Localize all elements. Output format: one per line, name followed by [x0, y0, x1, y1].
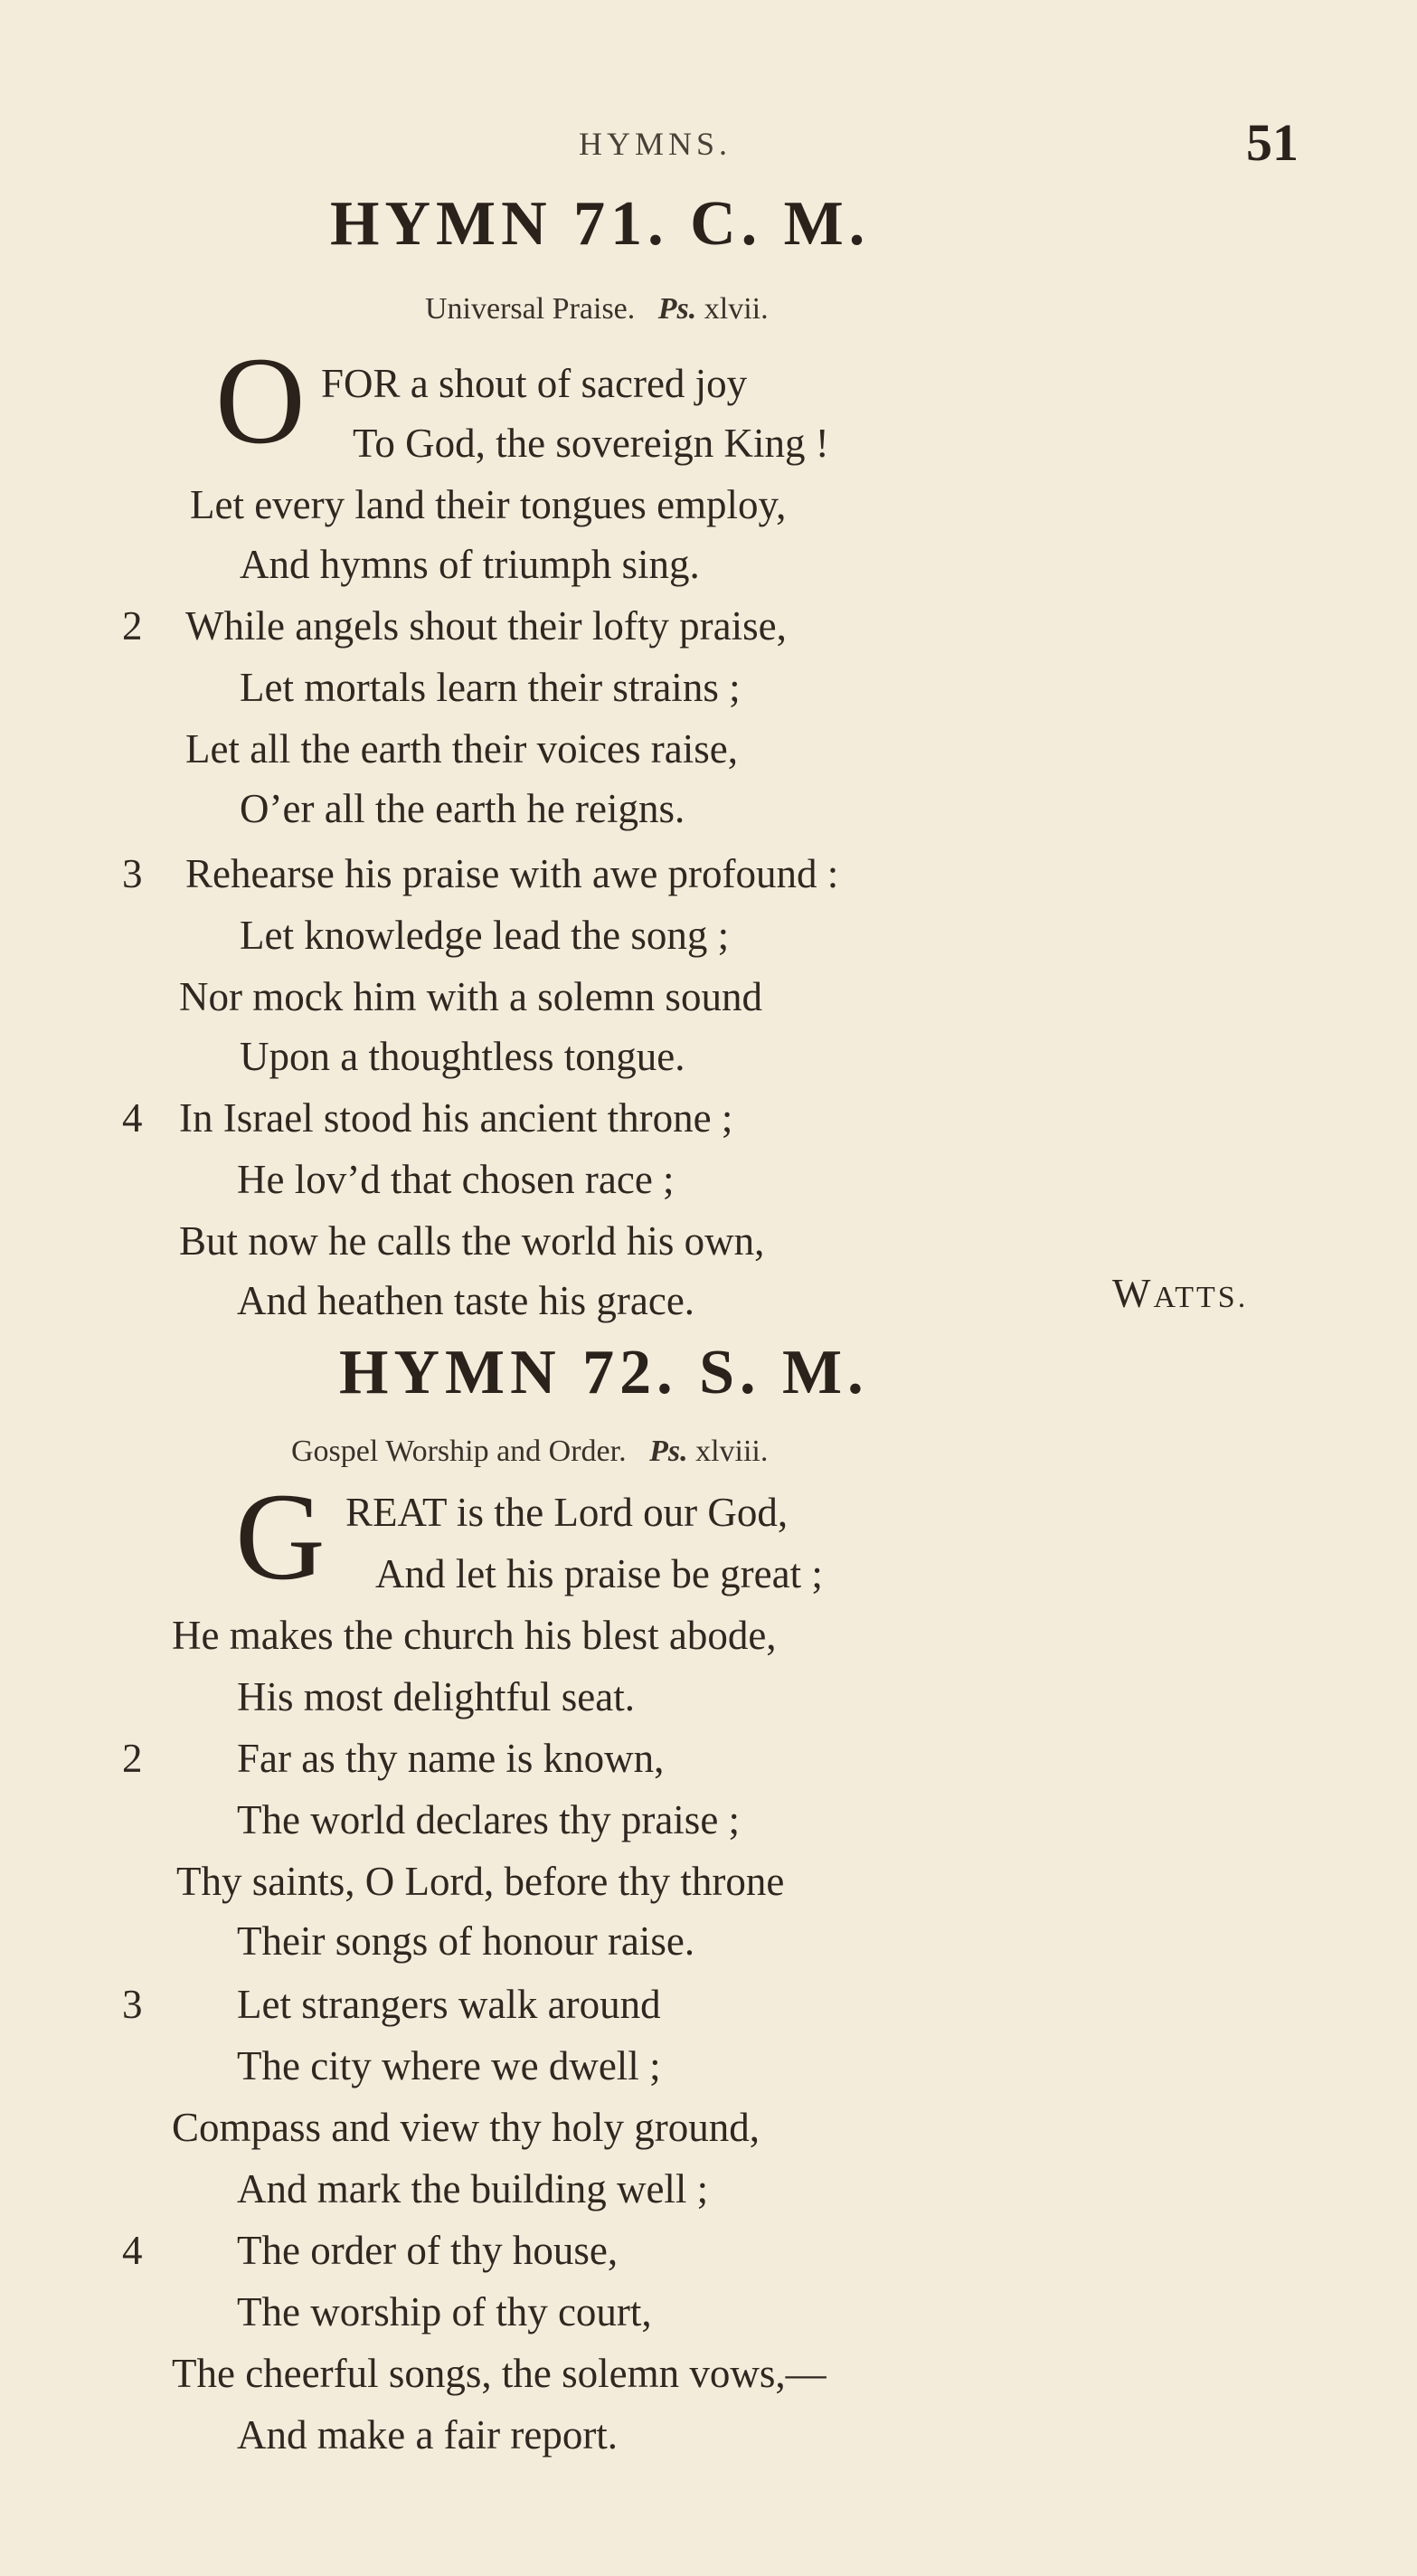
running-title: HYMNS. [579, 126, 732, 162]
hymn-71-s3-line-4: Upon a thoughtless tongue. [240, 1034, 685, 1079]
hymn-72-s1-line-3: He makes the church his blest abode, [172, 1613, 777, 1658]
hymn-72-s2-line-4: Their songs of honour raise. [237, 1918, 695, 1964]
hymn-72-theme: Gospel Worship and Order. [291, 1435, 627, 1468]
hymn-71-attribution [1112, 1270, 1248, 1317]
hymn-71-s2-line-1: While angels shout their lofty praise, [185, 603, 787, 649]
hymn-72-psalm-number: xlviii. [695, 1435, 769, 1468]
hymn-71-s4-line-3: But now he calls the world his own, [179, 1218, 765, 1264]
hymn-72-s3-line-4: And mark the building well ; [237, 2166, 709, 2211]
hymn-72-s4-line-4: And make a fair report. [237, 2412, 619, 2458]
hymn-71-s1-line-3: Let every land their tongues employ, [190, 482, 787, 527]
hymn-72-title: HYMN 72. S. M. [339, 1338, 869, 1407]
hymn-72-s2-line-3: Thy saints, O Lord, before thy throne [176, 1859, 785, 1904]
hymn-71-s4-line-4: And heathen taste his grace. [237, 1278, 695, 1323]
hymn-71-drop-cap: O [215, 331, 306, 469]
hymn-71-theme: Universal Praise. [425, 292, 636, 326]
hymn-72-stanza-4-number: 4 [122, 2228, 143, 2273]
hymn-72-s3-line-1: Let strangers walk around [237, 1982, 661, 2027]
hymn-71-subtitle [425, 292, 769, 327]
hymn-72-s4-line-3: The cheerful songs, the solemn vows,— [172, 2351, 827, 2396]
hymn-71-stanza-4-number: 4 [122, 1095, 143, 1141]
hymn-71-s4-line-2: He lov’d that chosen race ; [237, 1157, 675, 1202]
hymn-72-s4-line-2: The worship of thy court, [237, 2289, 652, 2334]
hymn-71-s1-line-4: And hymns of triumph sing. [240, 542, 700, 587]
hymn-72-psalm-label: Ps. [649, 1435, 688, 1468]
hymn-71-title: HYMN 71. C. M. [330, 189, 871, 259]
hymn-72-s1-line-2: And let his praise be great ; [375, 1551, 823, 1596]
hymn-71-stanza-2-number: 2 [122, 603, 143, 649]
hymn-71-s2-line-4: O’er all the earth he reigns. [240, 786, 685, 831]
hymn-71-s2-line-2: Let mortals learn their strains ; [240, 665, 741, 710]
hymn-71-s1-line-1: FOR a shout of sacred joy [321, 361, 748, 406]
hymn-72-s3-line-3: Compass and view thy holy ground, [172, 2105, 760, 2150]
hymn-71-s4-line-1: In Israel stood his ancient throne ; [179, 1095, 733, 1141]
hymn-71-psalm-number: xlvii. [704, 292, 769, 326]
hymn-72-s1-line-4: His most delightful seat. [237, 1674, 635, 1719]
hymn-71-s3-line-1: Rehearse his praise with awe profound : [185, 851, 839, 896]
attribution-initial: W [1112, 1271, 1154, 1316]
hymn-72-stanza-2-number: 2 [122, 1736, 143, 1781]
hymn-72-s4-line-1: The order of thy house, [237, 2228, 619, 2273]
hymn-72-s3-line-2: The city where we dwell ; [237, 2043, 661, 2088]
hymn-72-s1-line-1: REAT is the Lord our God, [345, 1490, 789, 1535]
hymn-71-psalm-label: Ps. [657, 292, 697, 326]
hymn-72-stanza-3-number: 3 [122, 1982, 143, 2027]
hymn-71-s2-line-3: Let all the earth their voices raise, [185, 726, 738, 772]
hymn-72-subtitle [291, 1435, 768, 1469]
hymn-72-s2-line-1: Far as thy name is known, [237, 1736, 665, 1781]
hymn-72-s2-line-2: The world declares thy praise ; [237, 1797, 741, 1842]
hymn-71-s3-line-2: Let knowledge lead the song ; [240, 913, 730, 958]
page-number: 51 [1246, 113, 1299, 172]
hymn-71-s3-line-3: Nor mock him with a solemn sound [179, 974, 762, 1019]
hymn-71-stanza-3-number: 3 [122, 851, 143, 896]
attribution-rest: ATTS. [1153, 1281, 1249, 1314]
hymn-71-s1-line-2: To God, the sovereign King ! [353, 421, 829, 466]
hymn-72-drop-cap: G [235, 1467, 326, 1605]
